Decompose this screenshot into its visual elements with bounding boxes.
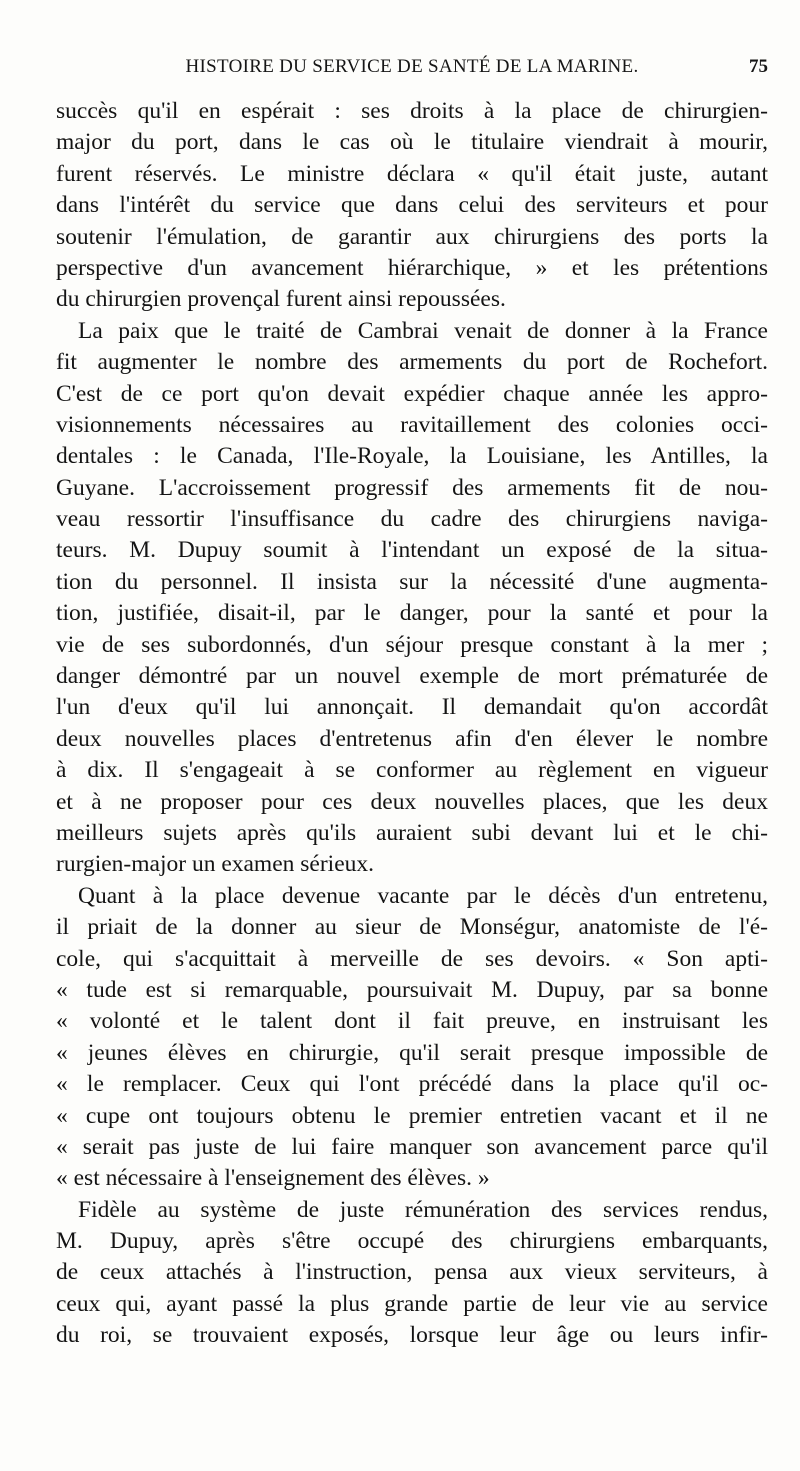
text-line: meilleurs sujets après qu'ils auraient subi devant lui et le chi- [56,819,768,846]
text-line: rurgien-major un examen sérieux. [56,851,375,878]
text-line: ceux qui, ayant passé la plus grande partie de leur vie au service [56,1290,768,1317]
text-line: « volonté et le talent dont il fait preuve, en instruisant les [56,1008,768,1035]
text-line: deux nouvelles places d'entretenus afin d'en élever le nombre [56,725,768,752]
text-line: La paix que le traité de Cambrai venait de donner à la France [78,317,768,344]
running-title: HISTOIRE DU SERVICE DE SANTÉ DE LA MARINE. [185,56,639,77]
text-line: veau ressortir l'insuffisance du cadre des chirurgiens naviga- [56,506,768,533]
text-line: « le remplacer. Ceux qui l'ont précédé dans la place qu'il oc- [56,1071,768,1098]
body-text [56,96,768,1352]
text-line: fit augmenter le nombre des armements du port de Rochefort. [56,349,768,376]
text-line: major du port, dans le cas où le titulaire viendrait à mourir, [56,129,768,156]
text-line: tion du personnel. Il insista sur la nécessité d'une augmenta- [56,568,768,595]
text-line: « serait pas juste de lui faire manquer son avancement parce qu'il [56,1133,768,1160]
text-line: succès qu'il en espérait : ses droits à la place de chirurgien- [56,98,768,124]
page-number: 75 [749,56,768,77]
running-head [56,56,768,86]
text-line: furent réservés. Le ministre déclara « qu'il était juste, autant [56,160,768,187]
text-line: tion, justifiée, disait-il, par le danger, pour la santé et pour la [56,600,768,627]
text-line: « tude est si remarquable, poursuivait M. Dupuy, par sa bonne [56,976,768,1003]
text-line: teurs. M. Dupuy soumit à l'intendant un exposé de la situa- [56,537,768,564]
text-line: et à ne proposer pour ces deux nouvelles places, que les deux [56,788,768,815]
text-line: l'un d'eux qu'il lui annonçait. Il demandait qu'on accordât [56,694,768,721]
text-line: C'est de ce port qu'on devait expédier chaque année les appro- [56,380,768,407]
text-line: M. Dupuy, après s'être occupé des chirurgiens embarquants, [56,1228,768,1255]
text-line: de ceux attachés à l'instruction, pensa aux vieux serviteurs, à [56,1259,768,1286]
text-line: Fidèle au système de juste rémunération des services rendus, [78,1196,768,1223]
text-line: du roi, se trouvaient exposés, lorsque leur âge ou leurs infir- [56,1322,768,1349]
text-line: visionnements nécessaires au ravitaillement des colonies occi- [56,411,768,438]
text-line: Quant à la place devenue vacante par le décès d'un entretenu, [78,882,768,909]
text-line: « jeunes élèves en chirurgie, qu'il serait presque impossible de [56,1039,768,1066]
text-line: soutenir l'émulation, de garantir aux chirurgiens des ports la [56,223,768,250]
text-line: il priait de la donner au sieur de Monségur, anatomiste de l'é- [56,914,768,941]
text-line: cole, qui s'acquittait à merveille de ses devoirs. « Son apti- [56,945,768,972]
text-line: vie de ses subordonnés, d'un séjour presque constant à la mer ; [56,631,768,658]
text-line: dans l'intérêt du service que dans celui des serviteurs et pour [56,192,768,219]
text-line: « cupe ont toujours obtenu le premier entretien vacant et il ne [56,1102,768,1129]
text-line: à dix. Il s'engageait à se conformer au règlement en vigueur [56,757,768,784]
text-line: Guyane. L'accroissement progressif des armements fit de nou- [56,474,768,501]
text-line: du chirurgien provençal furent ainsi repoussées. [56,286,506,313]
text-line: danger démontré par un nouvel exemple de mort prématurée de [56,663,768,690]
text-line: « est nécessaire à l'enseignement des élèves. » [56,1165,490,1192]
text-line: dentales : le Canada, l'Ile-Royale, la Louisiane, les Antilles, la [56,443,768,470]
text-line: perspective d'un avancement hiérarchique, » et les prétentions [56,254,768,281]
